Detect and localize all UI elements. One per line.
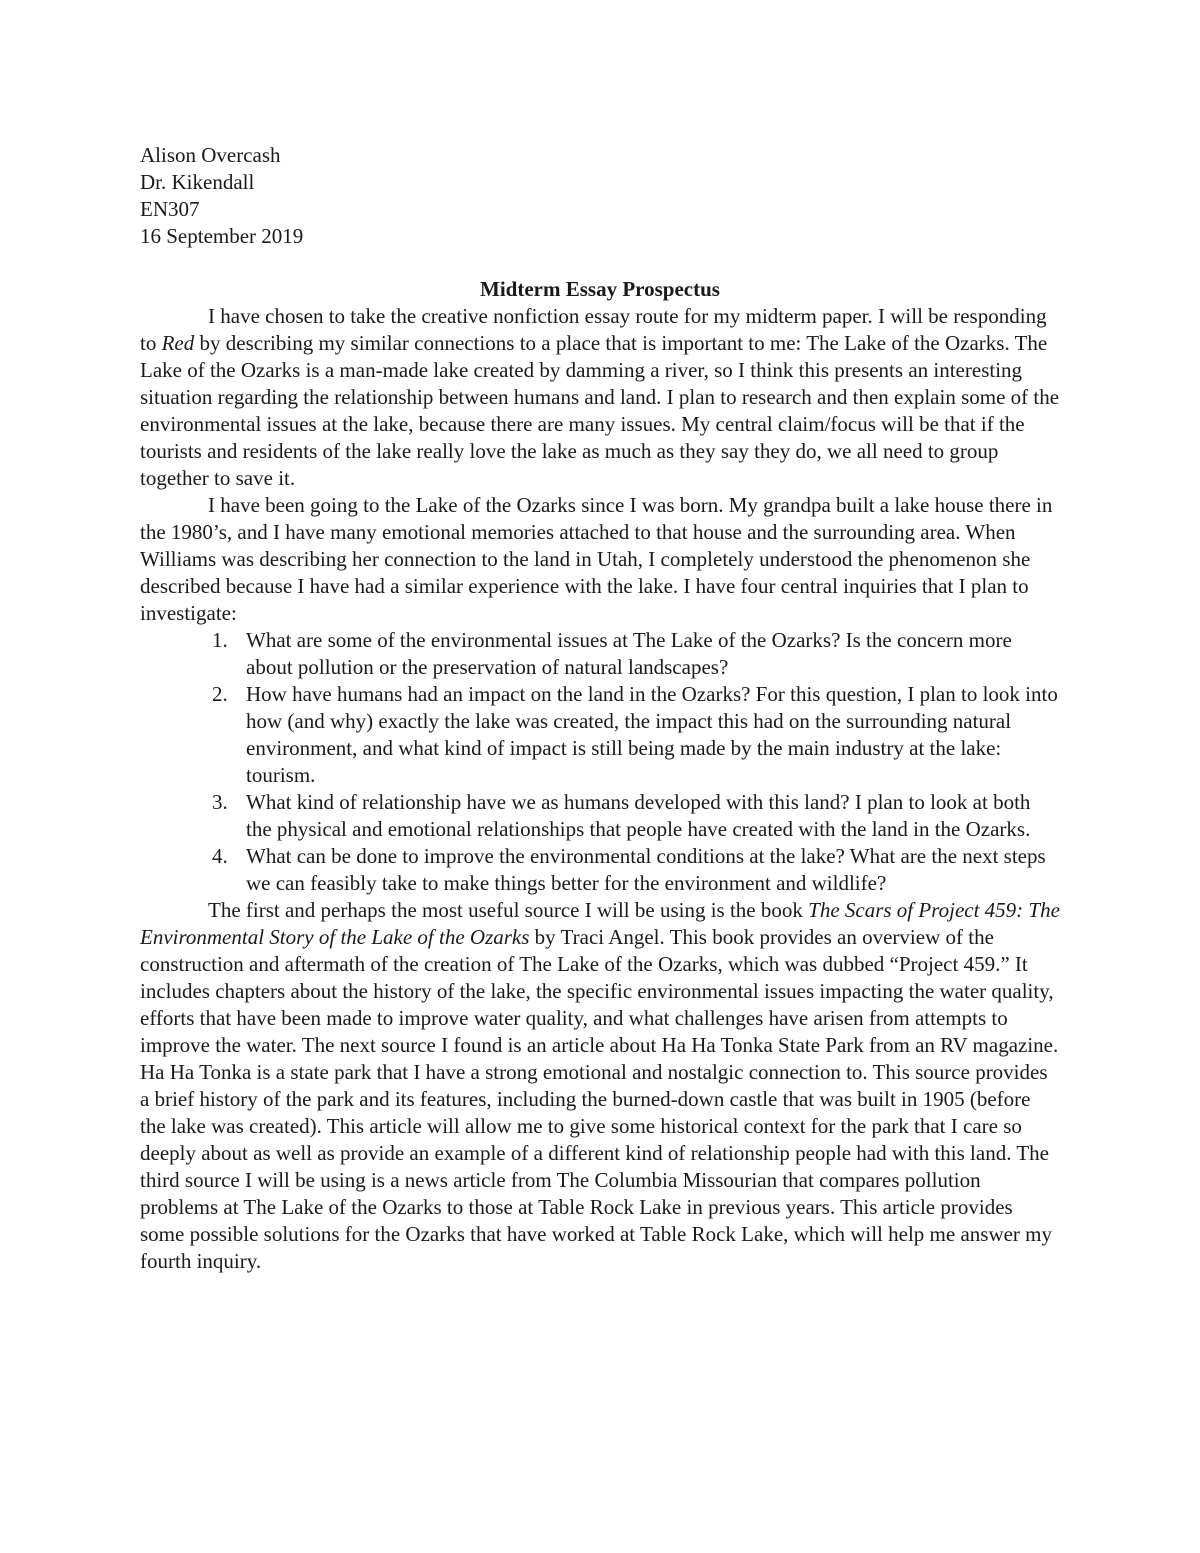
document-page: [140, 142, 1060, 1275]
work-title-red: Red: [161, 331, 195, 355]
paragraph-sources-text-2: by Traci Angel. This book provides an overview of the construction and aftermath of the creation of The Lake of the Ozarks, which was dubbed “Project 459.” It includes chapters about the history of the lake, the specific environmental issues impacting the water quality, efforts that have been made to improve water quality, and what challenges have arisen from attempts to improve the water. The next source I found is an article about Ha Ha Tonka State Park from an RV magazine. Ha Ha Tonka is a state park that I have a strong emotional and nostalgic connection to. This source provides a brief history of the park and its features, including the burned-down castle that was built in 1905 (before the lake was created). This article will allow me to give some historical context for the park that I care so deeply about as well as provide an example of a different kind of relationship people had with this land. The third source I will be using is a news article from The Columbia Missourian that compares pollution problems at The Lake of the Ozarks to those at Table Rock Lake in previous years. This article provides some possible solutions for the Ozarks that have worked at Table Rock Lake, which will help me answer my fourth inquiry.: [140, 925, 1059, 1273]
paragraph-sources-text-1: The first and perhaps the most useful source I will be using is the book: [208, 898, 809, 922]
inquiry-item: [140, 681, 1060, 789]
inquiry-item: [140, 789, 1060, 843]
paragraph-intro-text-1: I have chosen to take the creative nonfiction essay route for my midterm paper. I will be responding to: [140, 304, 1047, 355]
document-date: 16 September 2019: [140, 224, 304, 248]
paragraph-intro: [140, 303, 1060, 492]
inquiry-text: How have humans had an impact on the land in the Ozarks? For this question, I plan to look into how (and why) exactly the lake was created, the impact this had on the surrounding natural environment, and what kind of impact is still being made by the main industry at the lake: tourism.: [246, 682, 1058, 787]
inquiry-text: What are some of the environmental issues at The Lake of the Ozarks? Is the concern more about pollution or the preservation of natural landscapes?: [246, 628, 1012, 679]
inquiry-number: 2.: [212, 682, 228, 706]
paragraph-sources: [140, 897, 1060, 1275]
inquiry-item: [140, 843, 1060, 897]
author-name: Alison Overcash: [140, 143, 281, 167]
document-title: Midterm Essay Prospectus: [480, 277, 720, 301]
inquiry-list: [140, 627, 1060, 897]
inquiry-number: 3.: [212, 790, 228, 814]
inquiry-text: What kind of relationship have we as humans developed with this land? I plan to look at both the physical and emotional relationships that people have created with the land in the Ozarks.: [246, 790, 1031, 841]
book-title: The Scars of Project 459: The Environmental Story of the Lake of the Ozarks: [140, 898, 1060, 949]
inquiry-text: What can be done to improve the environmental conditions at the lake? What are the next steps we can feasibly take to make things better for the environment and wildlife?: [246, 844, 1046, 895]
course-code: EN307: [140, 197, 200, 221]
inquiry-number: 4.: [212, 844, 228, 868]
paragraph-intro-text-2: by describing my similar connections to a place that is important to me: The Lake of the Ozarks. The Lake of the Ozarks is a man-made lake created by damming a river, so I think this presents an interesting situation regarding the relationship between humans and land. I plan to research and then explain some of the environmental issues at the lake, because there are many issues. My central claim/focus will be that if the tourists and residents of the lake really love the lake as much as they say they do, we all need to group together to save it.: [140, 331, 1060, 490]
inquiry-number: 1.: [212, 628, 228, 652]
paragraph-background: I have been going to the Lake of the Ozarks since I was born. My grandpa built a lake house there in the 1980’s, and I have many emotional memories attached to that house and the surrounding area. When Williams was describing her connection to the land in Utah, I completely understood the phenomenon she described because I have had a similar experience with the lake. I have four central inquiries that I plan to investigate:: [140, 493, 1053, 625]
header-block: [140, 142, 1060, 250]
instructor-name: Dr. Kikendall: [140, 170, 255, 194]
inquiry-item: [140, 627, 1060, 681]
